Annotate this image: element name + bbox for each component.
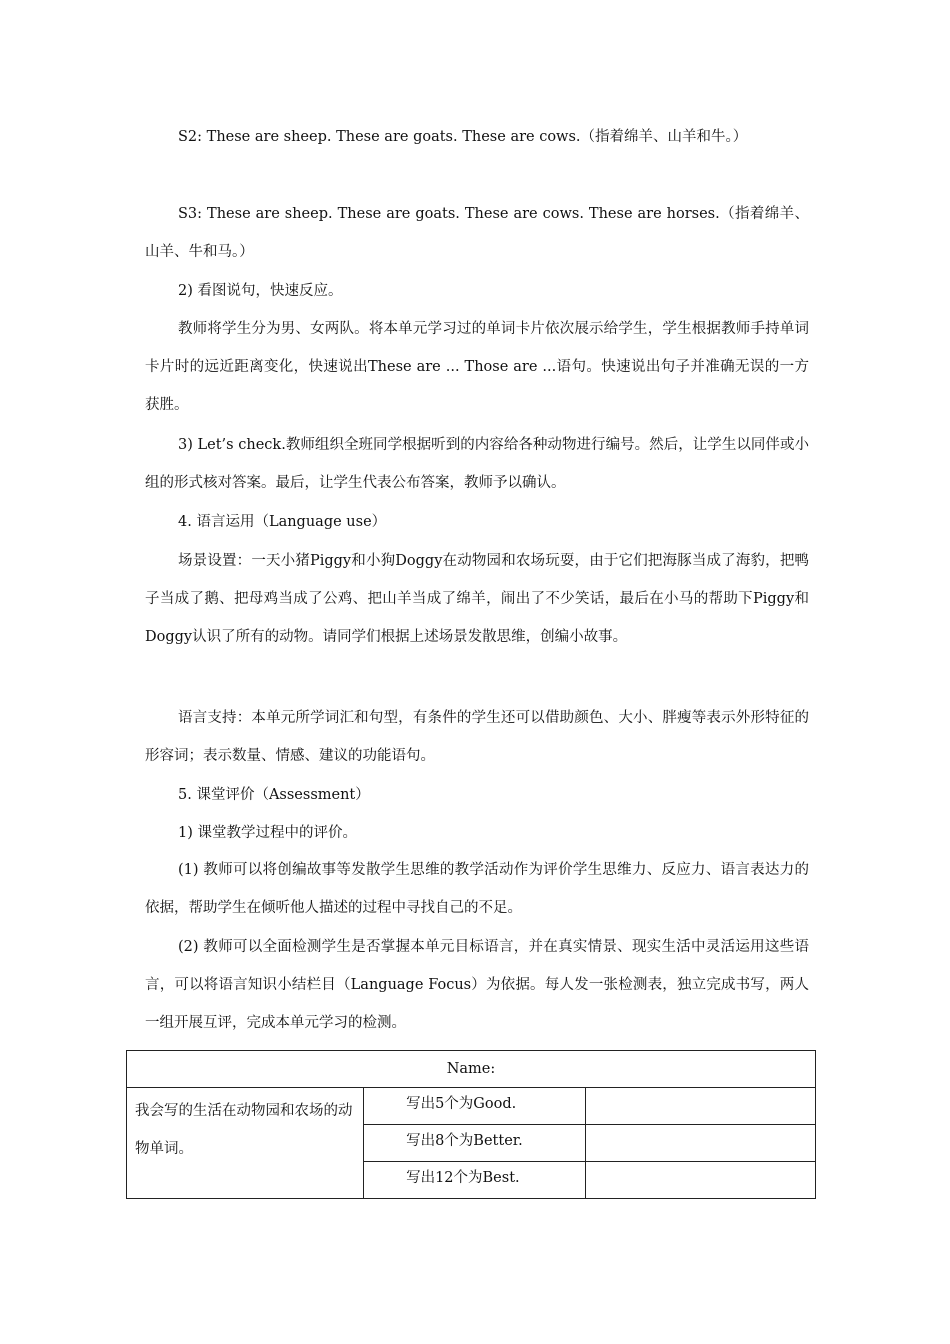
- heading-language-use: 4. 语言运用（Language use）: [178, 514, 387, 530]
- level-best-cell: 写出12个为Best.: [364, 1162, 586, 1199]
- blank-cell: [586, 1162, 816, 1199]
- paragraph-step-2: 2) 看图说句，快速反应。: [178, 283, 343, 299]
- level-better-cell: 写出8个为Better.: [364, 1125, 586, 1162]
- assessment-table: [126, 1050, 816, 1199]
- paragraph-s2: S2: These are sheep. These are goats. These are cows.（指着绵羊、山羊和牛。）: [178, 129, 748, 145]
- paragraph-teams: 教师将学生分为男、女两队。将本单元学习过的单词卡片依次展示给学生，学生根据教师手持单词卡片时的远近距离变化，快速说出These are ... Those are ...语句。快速说出句子并准确无误的一方获胜。: [145, 321, 809, 413]
- heading-assessment: 5. 课堂评价（Assessment）: [178, 787, 370, 803]
- blank-cell: [586, 1088, 816, 1125]
- table-row: [127, 1051, 816, 1088]
- paragraph-scenario: 场景设置：一天小猪Piggy和小狗Doggy在动物园和农场玩耍，由于它们把海豚当成了海豹，把鸭子当成了鹅、把母鸡当成了公鸡、把山羊当成了绵羊，闹出了不少笑话，最后在小马的帮助下Piggy和Doggy认识了所有的动物。请同学们根据上述场景发散思维，创编小故事。: [145, 553, 809, 645]
- paragraph-lets-check: 3) Let’s check.教师组织全班同学根据听到的内容给各种动物进行编号。然后，让学生以同伴或小组的形式核对答案。最后，让学生代表公布答案，教师予以确认。: [145, 437, 809, 491]
- paragraph-s3: S3: These are sheep. These are goats. These are cows. These are horses.（指着绵羊、山羊、牛和马。）: [145, 206, 809, 260]
- blank-cell: [586, 1125, 816, 1162]
- paragraph-assessment-1-1: (1) 教师可以将创编故事等发散学生思维的教学活动作为评价学生思维力、反应力、语言表达力的依据，帮助学生在倾听他人描述的过程中寻找自己的不足。: [145, 862, 809, 916]
- level-good-cell: 写出5个为Good.: [364, 1088, 586, 1125]
- name-cell: Name:: [127, 1051, 816, 1088]
- paragraph-language-support: 语言支持：本单元所学词汇和句型，有条件的学生还可以借助颜色、大小、胖瘦等表示外形特征的形容词；表示数量、情感、建议的功能语句。: [145, 710, 809, 764]
- paragraph-assessment-1: 1) 课堂教学过程中的评价。: [178, 825, 357, 841]
- skill-cell: 我会写的生活在动物园和农场的动物单词。: [127, 1088, 364, 1199]
- table-row: [127, 1088, 816, 1125]
- paragraph-assessment-1-2: (2) 教师可以全面检测学生是否掌握本单元目标语言，并在真实情景、现实生活中灵活运用这些语言，可以将语言知识小结栏目（Language Focus）为依据。每人发一张检测表，独立完成书写，两人一组开展互评，完成本单元学习的检测。: [145, 939, 809, 1031]
